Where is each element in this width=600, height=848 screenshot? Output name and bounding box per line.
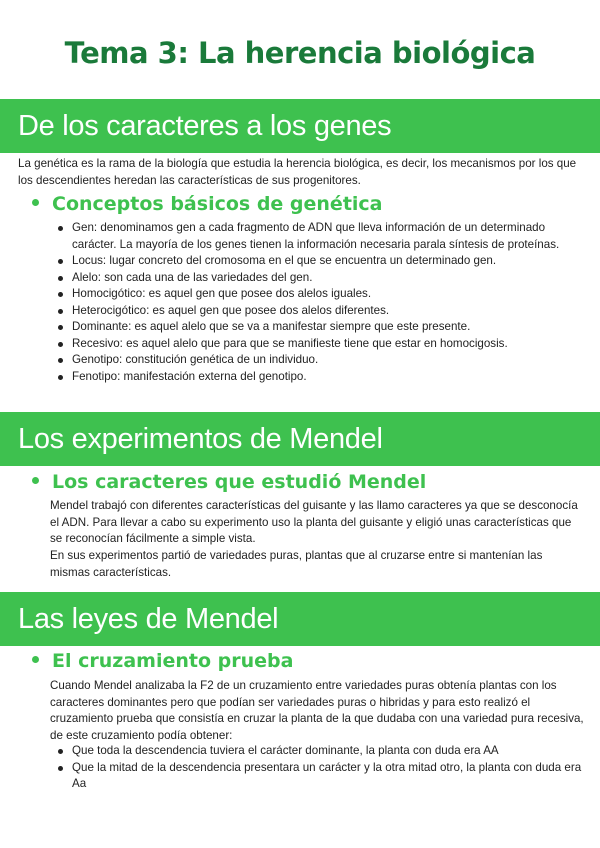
list-item-text: Alelo: son cada una de las variedades del gen. bbox=[72, 270, 313, 284]
list-item-text: Genotipo: constitución genética de un individuo. bbox=[72, 353, 319, 366]
intro-paragraph: La genética es la rama de la biología que estudia la herencia biológica, es decir, los mecanismos por los que los descendientes heredan las características de sus progenitores. bbox=[18, 157, 577, 187]
list-item-text: Recesivo: es aquel alelo que para que se manifieste tiene que estar en homocigosis. bbox=[72, 336, 508, 350]
subheading-text: Los caracteres que estudió Mendel bbox=[52, 471, 427, 493]
list-item-text: Heterocigótico: es aquel gen que posee dos alelos diferentes. bbox=[72, 303, 390, 317]
bullet-icon bbox=[58, 259, 63, 264]
list-item bbox=[72, 760, 582, 793]
mendel-paragraph-1: Mendel trabajó con diferentes características del guisante y las llamo caracteres ya que se desconocía el ADN. Para llevar a cabo su experimento uso la planta del guisante y eligió unas características que se reconocían fácilmente a simple vista. bbox=[50, 499, 578, 545]
list-item-text: Dominante: es aquel alelo que se va a manifestar siempre que este presente. bbox=[72, 320, 471, 333]
section-heading-experimentos: Los experimentos de Mendel bbox=[0, 412, 600, 466]
bullet-icon bbox=[58, 766, 63, 771]
subheading-text: El cruzamiento prueba bbox=[52, 650, 294, 672]
concepts-list bbox=[72, 220, 572, 385]
list-item bbox=[72, 743, 582, 760]
section-heading-genes: De los caracteres a los genes bbox=[0, 99, 600, 153]
cruzamiento-list bbox=[72, 743, 582, 793]
bullet-icon bbox=[58, 292, 63, 297]
list-item bbox=[72, 220, 572, 253]
page-title: Tema 3: La herencia biológica bbox=[64, 36, 536, 70]
list-item bbox=[72, 319, 572, 336]
list-item-text: Homocigótico: es aquel gen que posee dos alelos iguales. bbox=[72, 287, 372, 300]
bullet-icon bbox=[58, 375, 63, 380]
bullet-icon bbox=[58, 325, 63, 330]
bullet-dot-icon bbox=[32, 199, 39, 206]
section-heading-leyes: Las leyes de Mendel bbox=[0, 592, 600, 646]
list-item-text: Locus: lugar concreto del cromosoma en el que se encuentra un determinado gen. bbox=[72, 254, 497, 267]
bullet-icon bbox=[58, 276, 63, 281]
subheading-conceptos bbox=[32, 193, 383, 215]
list-item bbox=[72, 270, 572, 287]
bullet-dot-icon bbox=[32, 656, 39, 663]
list-item bbox=[72, 336, 572, 353]
cruzamiento-paragraph: Cuando Mendel analizaba la F2 de un cruzamiento entre variedades puras obtenía plantas con los caracteres dominantes pero que podían ser variedades puras o hibridas y para esto realizó el cruzamiento prueba que consistía en cruzar la planta de la que dudaba con una variedad pura recesiva, de este cruzamiento podía obtener: bbox=[50, 679, 584, 742]
bullet-icon bbox=[58, 309, 63, 314]
list-item-text: Que toda la descendencia tuviera el carácter dominante, la planta con duda era AA bbox=[72, 744, 499, 757]
bullet-icon bbox=[58, 358, 63, 363]
list-item bbox=[72, 286, 572, 303]
subheading-cruzamiento bbox=[32, 650, 293, 672]
bullet-dot-icon bbox=[32, 477, 39, 484]
mendel-paragraph-2: En sus experimentos partió de variedades puras, plantas que al cruzarse entre si mantenían las mismas características. bbox=[50, 549, 543, 579]
bullet-icon bbox=[58, 226, 63, 231]
bullet-icon bbox=[58, 749, 63, 754]
subheading-text: Conceptos básicos de genética bbox=[52, 193, 383, 215]
list-item bbox=[72, 253, 572, 270]
list-item-text: Que la mitad de la descendencia presentara un carácter y la otra mitad otro, la planta con duda era Aa bbox=[72, 760, 582, 790]
list-item bbox=[72, 352, 572, 369]
list-item bbox=[72, 303, 572, 320]
list-item-text: Fenotipo: manifestación externa del genotipo. bbox=[72, 369, 307, 383]
subheading-caracteres bbox=[32, 471, 426, 493]
list-item bbox=[72, 369, 572, 386]
list-item-text: Gen: denominamos gen a cada fragmento de ADN que lleva información de un determinado carácter. La mayoría de los genes tienen la información necesaria parala síntesis de proteínas. bbox=[72, 221, 560, 251]
bullet-icon bbox=[58, 342, 63, 347]
